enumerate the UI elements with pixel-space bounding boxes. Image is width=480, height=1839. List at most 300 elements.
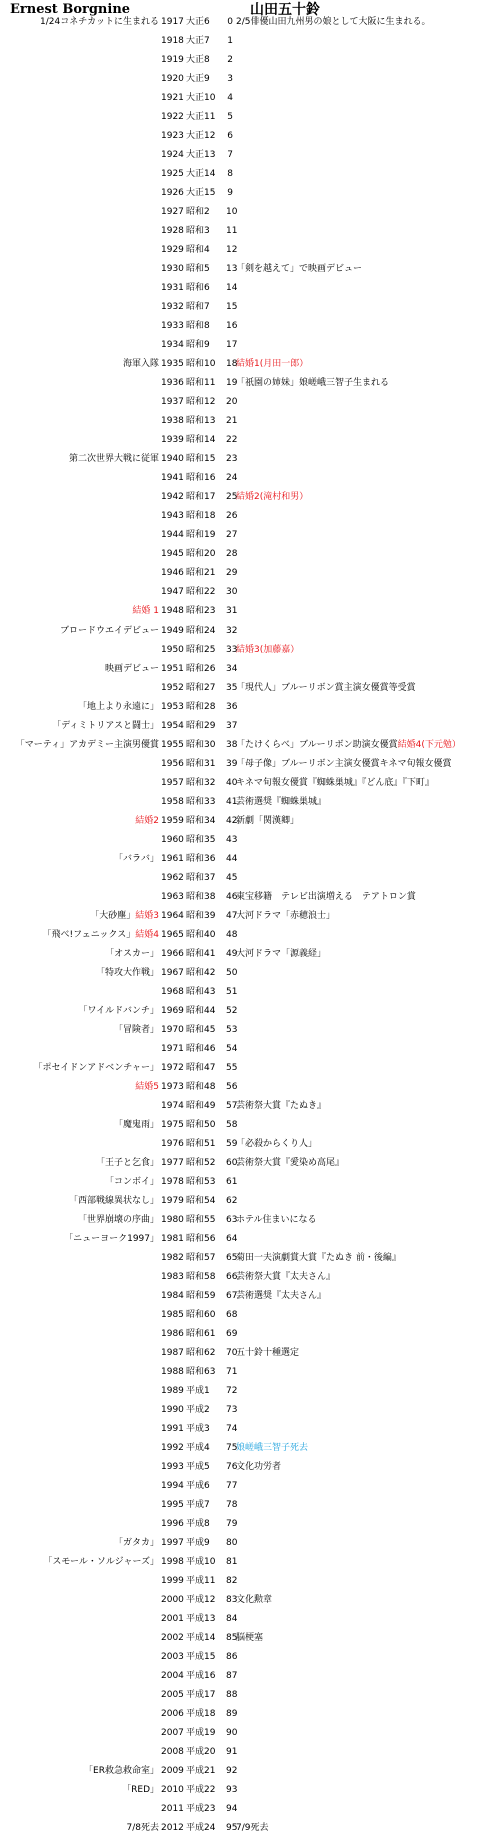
- year-cell: 1962: [161, 872, 184, 883]
- japanese-era-cell: 昭和36: [186, 853, 216, 864]
- event-text: 芸術選奨『太夫さん』: [236, 1291, 327, 1302]
- japanese-era-cell: 昭和17: [186, 492, 216, 503]
- event-text: 海軍入隊: [122, 359, 159, 370]
- japanese-era-cell: 平成8: [186, 1519, 210, 1530]
- japanese-era-cell: 昭和37: [186, 872, 216, 883]
- year-cell: 1975: [161, 1119, 184, 1130]
- yamada-event: [236, 1344, 299, 1363]
- marriage-event: 結婚1(月田一郎）: [236, 359, 309, 370]
- borgnine-event: [123, 355, 159, 374]
- age-cell: 30: [226, 587, 238, 598]
- age-cell: 39: [226, 758, 238, 769]
- age-cell: 56: [226, 1081, 238, 1092]
- marriage-event: 結婚3(加藤嘉）: [236, 644, 300, 655]
- japanese-era-cell: 昭和33: [186, 796, 216, 807]
- year-cell: 1986: [161, 1329, 184, 1340]
- timeline-row: [0, 279, 480, 298]
- year-cell: 1935: [161, 359, 184, 370]
- timeline-row: [0, 945, 480, 964]
- age-cell: 21: [226, 416, 238, 427]
- japanese-era-cell: 昭和44: [186, 1005, 216, 1016]
- timeline-row: [0, 1686, 480, 1705]
- year-cell: 1991: [161, 1424, 184, 1435]
- year-cell: 1928: [161, 226, 184, 237]
- marriage-event: 結婚4: [135, 929, 159, 940]
- year-cell: 2002: [161, 1633, 184, 1644]
- timeline-row: [0, 317, 480, 336]
- marriage-event: 結婚4(下元勉）: [397, 739, 461, 750]
- timeline-row: [0, 1097, 480, 1116]
- year-cell: 1930: [161, 264, 184, 275]
- borgnine-event: [105, 1173, 159, 1192]
- event-text: 「魔鬼雨」: [113, 1119, 159, 1130]
- yamada-event: [236, 1591, 272, 1610]
- age-cell: 27: [226, 530, 238, 541]
- age-cell: 53: [226, 1024, 238, 1035]
- japanese-era-cell: 昭和40: [186, 929, 216, 940]
- yamada-event: [236, 812, 299, 831]
- timeline-row: [0, 1135, 480, 1154]
- timeline-row: [0, 241, 480, 260]
- timeline-row: [0, 1553, 480, 1572]
- japanese-era-cell: 昭和48: [186, 1081, 216, 1092]
- age-cell: 18: [226, 359, 238, 370]
- age-cell: 19: [226, 378, 238, 389]
- borgnine-event: [78, 698, 159, 717]
- year-cell: 1943: [161, 511, 184, 522]
- yamada-event: [236, 774, 434, 793]
- japanese-era-cell: 昭和2: [186, 207, 210, 218]
- age-cell: 24: [226, 473, 238, 484]
- japanese-era-cell: 昭和52: [186, 1157, 216, 1168]
- age-cell: 63: [226, 1214, 238, 1225]
- year-cell: 1979: [161, 1195, 184, 1206]
- japanese-era-cell: 昭和13: [186, 416, 216, 427]
- borgnine-event: [114, 850, 159, 869]
- age-cell: 72: [226, 1386, 238, 1397]
- age-cell: 28: [226, 549, 238, 560]
- yamada-event: [236, 1154, 344, 1173]
- timeline-row: [0, 393, 480, 412]
- age-cell: 84: [226, 1614, 238, 1625]
- year-cell: 1976: [161, 1138, 184, 1149]
- age-cell: 38: [226, 739, 238, 750]
- year-cell: 1964: [161, 910, 184, 921]
- year-cell: 1995: [161, 1500, 184, 1511]
- age-cell: 51: [226, 986, 238, 997]
- year-cell: 1952: [161, 682, 184, 693]
- year-cell: 1937: [161, 397, 184, 408]
- japanese-era-cell: 平成12: [186, 1595, 216, 1606]
- timeline-row: [0, 70, 480, 89]
- age-cell: 36: [226, 701, 238, 712]
- age-cell: 69: [226, 1329, 238, 1340]
- event-text: 第二次世界大戦に従軍: [68, 454, 159, 465]
- year-cell: 1923: [161, 131, 184, 142]
- year-cell: 1924: [161, 150, 184, 161]
- age-cell: 67: [226, 1291, 238, 1302]
- year-cell: 1956: [161, 758, 184, 769]
- japanese-era-cell: 平成17: [186, 1690, 216, 1701]
- marriage-event: 結婚2(滝村和男）: [236, 492, 309, 503]
- japanese-era-cell: 大正8: [186, 55, 210, 66]
- year-cell: 1980: [161, 1214, 184, 1225]
- borgnine-event: [78, 1211, 159, 1230]
- timeline-row: [0, 736, 480, 755]
- event-text: 「母子像」ブルーリボン主演女優賞キネマ旬報女優賞: [236, 758, 452, 769]
- age-cell: 86: [226, 1652, 238, 1663]
- timeline-row: [0, 222, 480, 241]
- timeline-row: [0, 1382, 480, 1401]
- japanese-era-cell: 昭和51: [186, 1138, 216, 1149]
- borgnine-event: [105, 945, 159, 964]
- age-cell: 4: [227, 93, 233, 104]
- year-cell: 1983: [161, 1272, 184, 1283]
- year-cell: 1931: [161, 283, 184, 294]
- age-cell: 25: [226, 492, 238, 503]
- borgnine-event: [96, 1154, 159, 1173]
- age-cell: 2: [227, 55, 233, 66]
- year-cell: 1982: [161, 1253, 184, 1264]
- timeline-row: [0, 1192, 480, 1211]
- year-cell: 1929: [161, 245, 184, 256]
- timeline-row: [0, 260, 480, 279]
- age-cell: 62: [226, 1195, 238, 1206]
- timeline-row: [0, 507, 480, 526]
- yamada-event: [236, 374, 389, 393]
- year-cell: 1958: [161, 796, 184, 807]
- japanese-era-cell: 昭和21: [186, 568, 216, 579]
- japanese-era-cell: 昭和45: [186, 1024, 216, 1035]
- timeline-row: [0, 622, 480, 641]
- year-cell: 1934: [161, 340, 184, 351]
- age-cell: 20: [226, 397, 238, 408]
- borgnine-event: [64, 1230, 159, 1249]
- timeline-row: [0, 1800, 480, 1819]
- yamada-event: [236, 1249, 401, 1268]
- event-text: 「地上より永遠に」: [77, 701, 159, 712]
- age-cell: 16: [226, 321, 238, 332]
- timeline-row: [0, 831, 480, 850]
- timeline-row: [0, 1724, 480, 1743]
- japanese-era-cell: 昭和14: [186, 435, 216, 446]
- japanese-era-cell: 昭和31: [186, 758, 216, 769]
- year-cell: 1932: [161, 302, 184, 313]
- yamada-event: [236, 755, 451, 774]
- timeline-row: [0, 1743, 480, 1762]
- japanese-era-cell: 昭和23: [186, 606, 216, 617]
- japanese-era-cell: 昭和29: [186, 720, 216, 731]
- timeline-row: [0, 1116, 480, 1135]
- timeline-row: [0, 1230, 480, 1249]
- timeline-row: [0, 583, 480, 602]
- event-text: 「ニューヨーク1997」: [64, 1234, 159, 1244]
- japanese-era-cell: 大正13: [186, 150, 216, 161]
- age-cell: 31: [226, 606, 238, 617]
- borgnine-event: [135, 1078, 159, 1097]
- event-text: 「冒険者」: [113, 1024, 159, 1035]
- timeline-row: [0, 1781, 480, 1800]
- japanese-era-cell: 昭和46: [186, 1043, 216, 1054]
- year-cell: 1988: [161, 1367, 184, 1378]
- yamada-event: [236, 793, 326, 812]
- japanese-era-cell: 昭和20: [186, 549, 216, 560]
- age-cell: 13: [226, 264, 238, 275]
- timeline-row: [0, 1021, 480, 1040]
- event-text: 7/9死去: [236, 1823, 269, 1834]
- japanese-era-cell: 平成22: [186, 1785, 216, 1796]
- timeline-row: [0, 983, 480, 1002]
- yamada-event: [236, 641, 299, 660]
- year-cell: 1970: [161, 1024, 184, 1035]
- age-cell: 76: [226, 1462, 238, 1473]
- japanese-era-cell: 昭和32: [186, 777, 216, 788]
- year-cell: 1990: [161, 1405, 184, 1416]
- timeline-row: [0, 450, 480, 469]
- age-cell: 8: [227, 169, 233, 180]
- japanese-era-cell: 昭和4: [186, 245, 210, 256]
- timeline-row: [0, 355, 480, 374]
- japanese-era-cell: 昭和57: [186, 1253, 216, 1264]
- timeline-row: [0, 1306, 480, 1325]
- year-cell: 2001: [161, 1614, 184, 1625]
- japanese-era-cell: 平成13: [186, 1614, 216, 1625]
- event-text: 「たけくらべ」ブルーリボン助演女優賞: [236, 739, 398, 750]
- age-cell: 49: [226, 948, 238, 959]
- timeline-row: [0, 165, 480, 184]
- borgnine-event: [90, 907, 159, 926]
- year-cell: 1949: [161, 625, 184, 636]
- age-cell: 45: [226, 872, 238, 883]
- timeline-row: [0, 431, 480, 450]
- yamada-event: [236, 1097, 326, 1116]
- japanese-era-cell: 昭和43: [186, 986, 216, 997]
- borgnine-event: [127, 1819, 160, 1838]
- japanese-era-cell: 昭和7: [186, 302, 210, 313]
- japanese-era-cell: 昭和59: [186, 1291, 216, 1302]
- japanese-era-cell: 昭和10: [186, 359, 216, 370]
- year-cell: 1947: [161, 587, 184, 598]
- age-cell: 22: [226, 435, 238, 446]
- japanese-era-cell: 平成10: [186, 1557, 216, 1568]
- timeline-row: [0, 184, 480, 203]
- borgnine-event: [16, 736, 159, 755]
- japanese-era-cell: 昭和41: [186, 948, 216, 959]
- year-cell: 1921: [161, 93, 184, 104]
- japanese-era-cell: 平成15: [186, 1652, 216, 1663]
- timeline-row: [0, 488, 480, 507]
- age-cell: 87: [226, 1671, 238, 1682]
- highlight-event: 娘嵯峨三智子死去: [236, 1443, 309, 1454]
- japanese-era-cell: 昭和30: [186, 739, 216, 750]
- year-cell: 1994: [161, 1481, 184, 1492]
- event-text: 「西部戦線異状なし」: [68, 1195, 159, 1206]
- year-cell: 1942: [161, 492, 184, 503]
- year-cell: 2010: [161, 1785, 184, 1796]
- japanese-era-cell: 昭和50: [186, 1119, 216, 1130]
- age-cell: 41: [226, 796, 238, 807]
- yamada-event: [236, 945, 326, 964]
- timeline-row: [0, 146, 480, 165]
- event-text: ブロードウエイデビュー: [59, 625, 159, 636]
- year-cell: 1968: [161, 986, 184, 997]
- year-cell: 1965: [161, 929, 184, 940]
- year-cell: 1967: [161, 967, 184, 978]
- year-cell: 1997: [161, 1538, 184, 1549]
- japanese-era-cell: 平成18: [186, 1709, 216, 1720]
- year-cell: 1972: [161, 1062, 184, 1073]
- event-text: 映画デビュー: [104, 663, 159, 674]
- event-text: 7/8死去: [126, 1823, 159, 1834]
- event-text: 「マーティ」アカデミー主演男優賞: [15, 739, 159, 750]
- age-cell: 32: [226, 625, 238, 636]
- event-text: 「王子と乞食」: [95, 1157, 159, 1168]
- borgnine-event: [114, 1021, 159, 1040]
- yamada-event: [236, 1287, 326, 1306]
- age-cell: 93: [226, 1785, 238, 1796]
- japanese-era-cell: 昭和61: [186, 1329, 216, 1340]
- year-cell: 1938: [161, 416, 184, 427]
- year-cell: 1953: [161, 701, 184, 712]
- event-text: 「ポセイドンアドベンチャー」: [33, 1062, 159, 1073]
- timeline-row: [0, 1420, 480, 1439]
- marriage-event: 結婚 1: [132, 606, 159, 617]
- age-cell: 95: [226, 1823, 238, 1834]
- japanese-era-cell: 平成11: [186, 1576, 216, 1587]
- year-cell: 1987: [161, 1348, 184, 1359]
- timeline-row: [0, 412, 480, 431]
- timeline-row: [0, 660, 480, 679]
- japanese-era-cell: 昭和6: [186, 283, 210, 294]
- year-cell: 2003: [161, 1652, 184, 1663]
- borgnine-event: [34, 1059, 159, 1078]
- age-cell: 70: [226, 1348, 238, 1359]
- year-cell: 2008: [161, 1747, 184, 1758]
- age-cell: 37: [226, 720, 238, 731]
- event-text: 大河ドラマ「赤穂浪士」: [236, 910, 336, 921]
- borgnine-event: [69, 1192, 159, 1211]
- year-cell: 1948: [161, 606, 184, 617]
- borgnine-event: [114, 1534, 159, 1553]
- timeline-row: [0, 374, 480, 393]
- event-text: 「ER救急救命室」: [84, 1766, 159, 1777]
- year-cell: 1993: [161, 1462, 184, 1473]
- age-cell: 65: [226, 1253, 238, 1264]
- year-cell: 1978: [161, 1176, 184, 1187]
- age-cell: 66: [226, 1272, 238, 1283]
- age-cell: 52: [226, 1005, 238, 1016]
- borgnine-event: [132, 602, 159, 621]
- japanese-era-cell: 昭和60: [186, 1310, 216, 1321]
- event-text: 「コンボイ」: [104, 1176, 159, 1187]
- japanese-era-cell: 昭和11: [186, 378, 216, 389]
- japanese-era-cell: 平成23: [186, 1804, 216, 1815]
- left-column-header: Ernest Borgnine: [10, 2, 131, 17]
- event-text: 「剣を越えて」で映画デビュー: [236, 264, 363, 275]
- borgnine-event: [43, 1553, 159, 1572]
- timeline-row: [0, 1344, 480, 1363]
- timeline-row: [0, 1572, 480, 1591]
- event-text: 芸術選奨『蜘蛛巣城』: [236, 796, 327, 807]
- timeline-row: [0, 1325, 480, 1344]
- timeline-row: [0, 602, 480, 621]
- japanese-era-cell: 昭和22: [186, 587, 216, 598]
- japanese-era-cell: 昭和3: [186, 226, 210, 237]
- age-cell: 60: [226, 1157, 238, 1168]
- age-cell: 81: [226, 1557, 238, 1568]
- age-cell: 12: [226, 245, 238, 256]
- year-cell: 1973: [161, 1081, 184, 1092]
- event-text: 「ガタカ」: [113, 1538, 159, 1549]
- borgnine-event: [105, 660, 159, 679]
- timeline-row: [0, 1534, 480, 1553]
- japanese-era-cell: 平成2: [186, 1405, 210, 1416]
- timeline-row: [0, 1078, 480, 1097]
- age-cell: 44: [226, 853, 238, 864]
- japanese-era-cell: 平成6: [186, 1481, 210, 1492]
- borgnine-event: [78, 1002, 159, 1021]
- timeline-row: [0, 1515, 480, 1534]
- event-text: 新劇「関漢卿」: [236, 815, 300, 826]
- timeline-row: [0, 1002, 480, 1021]
- age-cell: 9: [227, 188, 233, 199]
- timeline-row: [0, 1401, 480, 1420]
- year-cell: 1985: [161, 1310, 184, 1321]
- year-cell: 1974: [161, 1100, 184, 1111]
- age-cell: 26: [226, 511, 238, 522]
- age-cell: 78: [226, 1500, 238, 1511]
- event-text: 大河ドラマ「源義経」: [236, 948, 327, 959]
- age-cell: 57: [226, 1100, 238, 1111]
- yamada-event: [236, 1268, 335, 1287]
- yamada-event: [236, 1629, 263, 1648]
- timeline-row: [0, 1648, 480, 1667]
- japanese-era-cell: 大正15: [186, 188, 216, 199]
- event-text: 菊田一夫演劇賞大賞『たぬき 前・後編』: [236, 1253, 401, 1264]
- age-cell: 94: [226, 1804, 238, 1815]
- year-cell: 1984: [161, 1291, 184, 1302]
- age-cell: 90: [226, 1728, 238, 1739]
- age-cell: 0: [227, 17, 233, 27]
- timeline-row: [0, 964, 480, 983]
- year-cell: 1954: [161, 720, 184, 731]
- japanese-era-cell: 大正10: [186, 93, 216, 104]
- timeline-row: [0, 793, 480, 812]
- yamada-event: [236, 888, 416, 907]
- event-text: 「祇園の姉妹」娘嵯峨三智子生まれる: [236, 378, 390, 389]
- age-cell: 43: [226, 834, 238, 845]
- timeline-row: [0, 698, 480, 717]
- event-text: 「スモール・ソルジャーズ」: [43, 1557, 159, 1568]
- timeline-row: [0, 1610, 480, 1629]
- japanese-era-cell: 平成1: [186, 1386, 210, 1397]
- timeline-row: [0, 888, 480, 907]
- year-cell: 1919: [161, 55, 184, 66]
- age-cell: 58: [226, 1119, 238, 1130]
- japanese-era-cell: 昭和56: [186, 1234, 216, 1244]
- japanese-era-cell: 昭和25: [186, 644, 216, 655]
- event-text: 「オスカー」: [105, 948, 159, 959]
- year-cell: 1981: [161, 1234, 184, 1244]
- japanese-era-cell: 平成14: [186, 1633, 216, 1644]
- event-text: 文化勲章: [236, 1595, 273, 1606]
- year-cell: 2000: [161, 1595, 184, 1606]
- event-text: 2/5俳優山田九州男の娘として大阪に生まれる。: [236, 17, 431, 27]
- japanese-era-cell: 大正6: [186, 17, 210, 27]
- timeline-row: [0, 564, 480, 583]
- event-text: 「バラバ」: [113, 853, 159, 864]
- year-cell: 1955: [161, 739, 184, 750]
